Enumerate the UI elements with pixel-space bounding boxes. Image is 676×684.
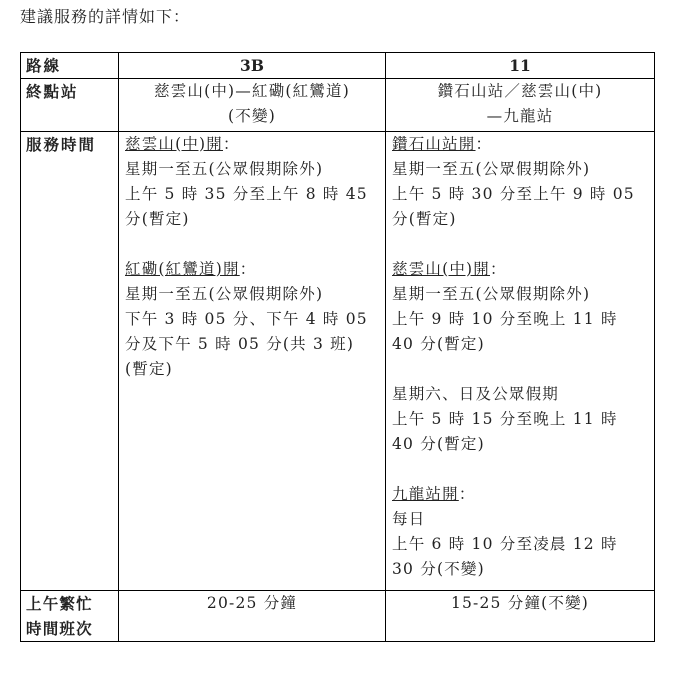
terminus-3b-line: (不變) (228, 107, 276, 125)
hours-block-title-text: 九龍站開 (392, 485, 459, 503)
intro-text: 建議服務的詳情如下： (20, 7, 191, 26)
hours-line: 分及下午 5 時 05 分(共 3 班) (125, 335, 355, 353)
spacer (392, 457, 648, 482)
hours-line: 30 分(不變) (392, 560, 485, 578)
hours-line: 星期六、日及公眾假期 (392, 385, 560, 403)
terminus-row (21, 79, 655, 132)
peak-frequency-label-line: 上午繁忙 (26, 594, 93, 613)
peak-frequency-3b-value: 20-25 分鐘 (206, 594, 298, 612)
hours-line: 每日 (392, 510, 426, 528)
peak-frequency-11 (386, 591, 655, 642)
hours-line: 上午 5 時 35 分至上午 8 時 45 (125, 185, 368, 203)
terminus-11-line: 鑽石山站／慈雲山(中) (437, 82, 603, 100)
service-hours-11 (386, 132, 655, 591)
hours-line: 星期一至五(公眾假期除外) (392, 285, 591, 303)
hours-line: 星期一至五(公眾假期除外) (125, 160, 324, 178)
hours-line: 上午 9 時 10 分至晚上 11 時 (392, 310, 618, 328)
header-row (21, 53, 655, 79)
service-hours-3b (119, 132, 386, 591)
header-route-11: 11 (386, 53, 655, 79)
hours-block-title (125, 257, 379, 282)
hours-line: 分(暫定) (125, 210, 190, 228)
terminus-11-line: —九龍站 (486, 107, 554, 125)
hours-line: 上午 5 時 15 分至晚上 11 時 (392, 410, 618, 428)
hours-line: 下午 3 時 05 分、下午 4 時 05 (125, 310, 368, 328)
peak-frequency-label (21, 591, 119, 642)
hours-line: 星期一至五(公眾假期除外) (392, 160, 591, 178)
header-route: 路線 (21, 53, 119, 79)
service-hours-row (21, 132, 655, 591)
terminus-3b-line: 慈雲山(中)—紅磡(紅鸞道) (154, 82, 350, 100)
hours-line: 40 分(暫定) (392, 335, 485, 353)
hours-line: 星期一至五(公眾假期除外) (125, 285, 324, 303)
service-hours-label: 服務時間 (21, 132, 119, 591)
terminus-11 (386, 79, 655, 132)
peak-frequency-11-value: 15-25 分鐘(不變) (450, 594, 590, 612)
hours-line: 上午 5 時 30 分至上午 9 時 05 (392, 185, 635, 203)
terminus-label: 終點站 (21, 79, 119, 132)
route-details-table (20, 52, 655, 642)
colon: ： (490, 260, 507, 278)
hours-line: (暫定) (125, 360, 173, 378)
colon: ： (239, 260, 257, 278)
colon: ： (475, 135, 493, 153)
peak-frequency-3b (119, 591, 386, 642)
hours-block-title-text: 鑽石山站開 (392, 135, 476, 153)
hours-block-title-text: 慈雲山(中)開 (125, 135, 223, 153)
hours-block-title (125, 132, 379, 157)
spacer (125, 232, 379, 257)
hours-block-title (392, 132, 648, 157)
colon: ： (458, 485, 476, 503)
colon: ： (223, 135, 240, 153)
peak-frequency-row (21, 591, 655, 642)
hours-line: 上午 6 時 10 分至凌晨 12 時 (392, 535, 618, 553)
hours-line: 分(暫定) (392, 210, 457, 228)
spacer (392, 357, 648, 382)
hours-block-title (392, 482, 648, 507)
spacer (392, 232, 648, 257)
header-route-3b: 3B (119, 53, 386, 79)
terminus-3b (119, 79, 386, 132)
peak-frequency-label-line: 時間班次 (26, 619, 93, 638)
hours-block-title (392, 257, 648, 282)
hours-block-title-text: 紅磡(紅鸞道)開 (125, 260, 240, 278)
hours-line: 40 分(暫定) (392, 435, 485, 453)
hours-block-title-text: 慈雲山(中)開 (392, 260, 490, 278)
